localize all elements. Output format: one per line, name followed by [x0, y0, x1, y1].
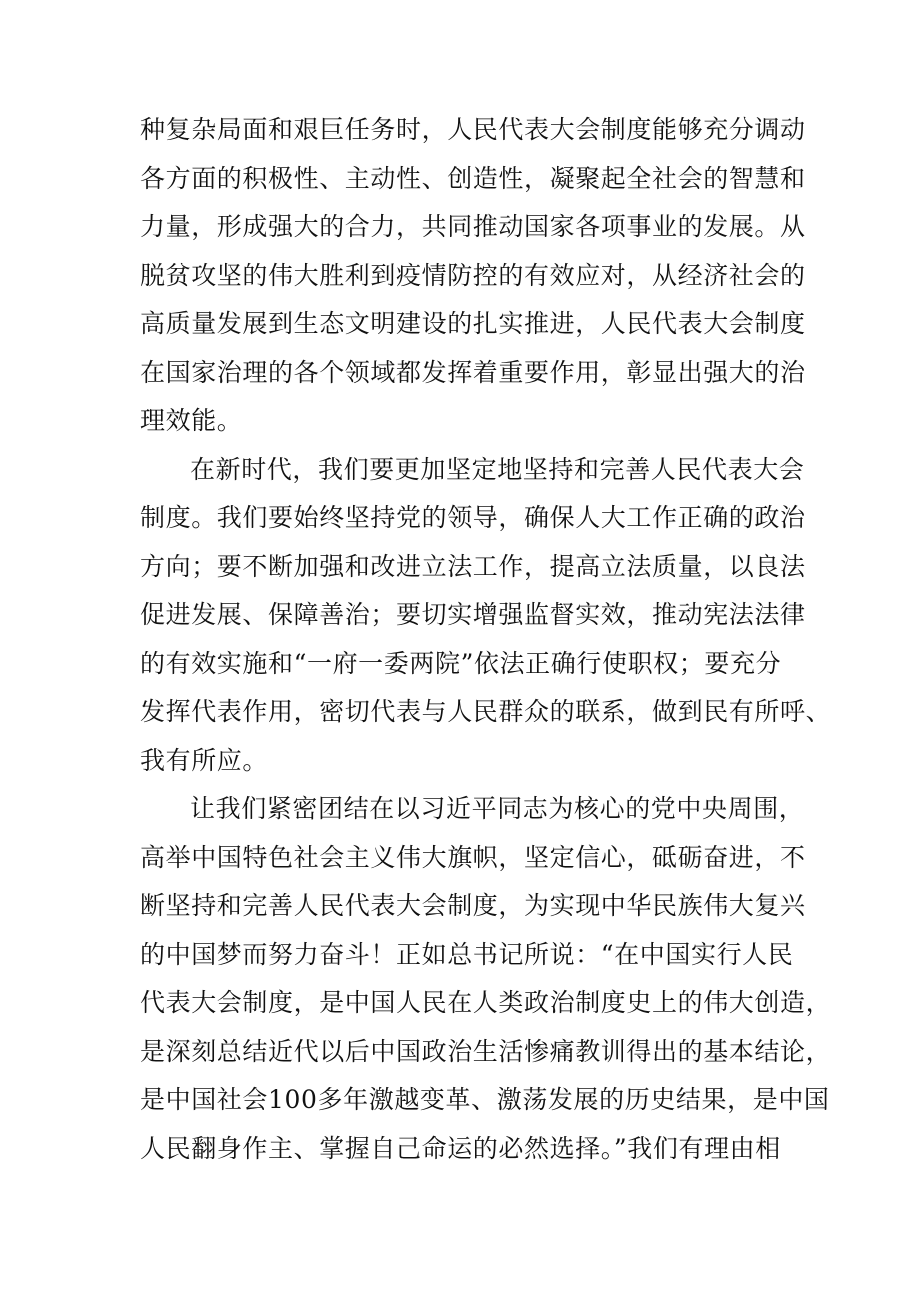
text-line: 在国家治理的各个领域都发挥着重要作用，彰显出强大的治	[140, 357, 806, 387]
text-line: 代表大会制度，是中国人民在人类政治制度史上的伟大创造，	[140, 988, 832, 1017]
text-line: 的中国梦而努力奋斗！正如总书记所说：“在中国实行人民	[140, 939, 794, 969]
text-line: 让我们紧密团结在以习近平同志为核心的党中央周围，	[190, 794, 805, 823]
text-line: 我有所应。	[140, 745, 269, 775]
paragraph-1	[140, 106, 806, 446]
text-line: 理效能。	[140, 406, 243, 435]
text-line: 制度。我们要始终坚持党的领导，确保人大工作正确的政治	[140, 503, 806, 532]
body-text	[140, 106, 832, 1173]
paragraph-3	[140, 785, 832, 1173]
text-line: 在新时代，我们要更加坚定地坚持和完善人民代表大会	[190, 454, 805, 484]
text-line: 促进发展、保障善治；要切实增强监督实效，推动宪法法律	[140, 600, 806, 629]
text-line: 断坚持和完善人民代表大会制度，为实现中华民族伟大复兴	[140, 891, 806, 920]
text-line: 种复杂局面和艰巨任务时，人民代表大会制度能够充分调动	[140, 115, 806, 144]
text-line: 发挥代表作用，密切代表与人民群众的联系，做到民有所呼、	[140, 697, 832, 726]
text-line: 高举中国特色社会主义伟大旗帜，坚定信心，砥砺奋进，不	[140, 842, 806, 872]
paragraph-2	[140, 446, 832, 786]
text-line: 力量，形成强大的合力，共同推动国家各项事业的发展。从	[140, 212, 806, 241]
text-line: 是深刻总结近代以后中国政治生活惨痛教训得出的基本结论，	[140, 1036, 832, 1066]
text-line: 是中国社会100多年激越变革、激荡发展的历史结果，是中国	[140, 1085, 830, 1114]
text-line: 人民翻身作主、掌握自己命运的必然选择。”我们有理由相	[140, 1133, 781, 1163]
text-line: 的有效实施和“一府一委两院”依法正确行使职权；要充分	[140, 648, 782, 678]
text-line: 各方面的积极性、主动性、创造性，凝聚起全社会的智慧和	[140, 163, 806, 193]
text-line: 方向；要不断加强和改进立法工作，提高立法质量，以良法	[140, 551, 806, 581]
text-line: 脱贫攻坚的伟大胜利到疫情防控的有效应对，从经济社会的	[140, 260, 806, 290]
text-line: 高质量发展到生态文明建设的扎实推进，人民代表大会制度	[140, 309, 806, 338]
